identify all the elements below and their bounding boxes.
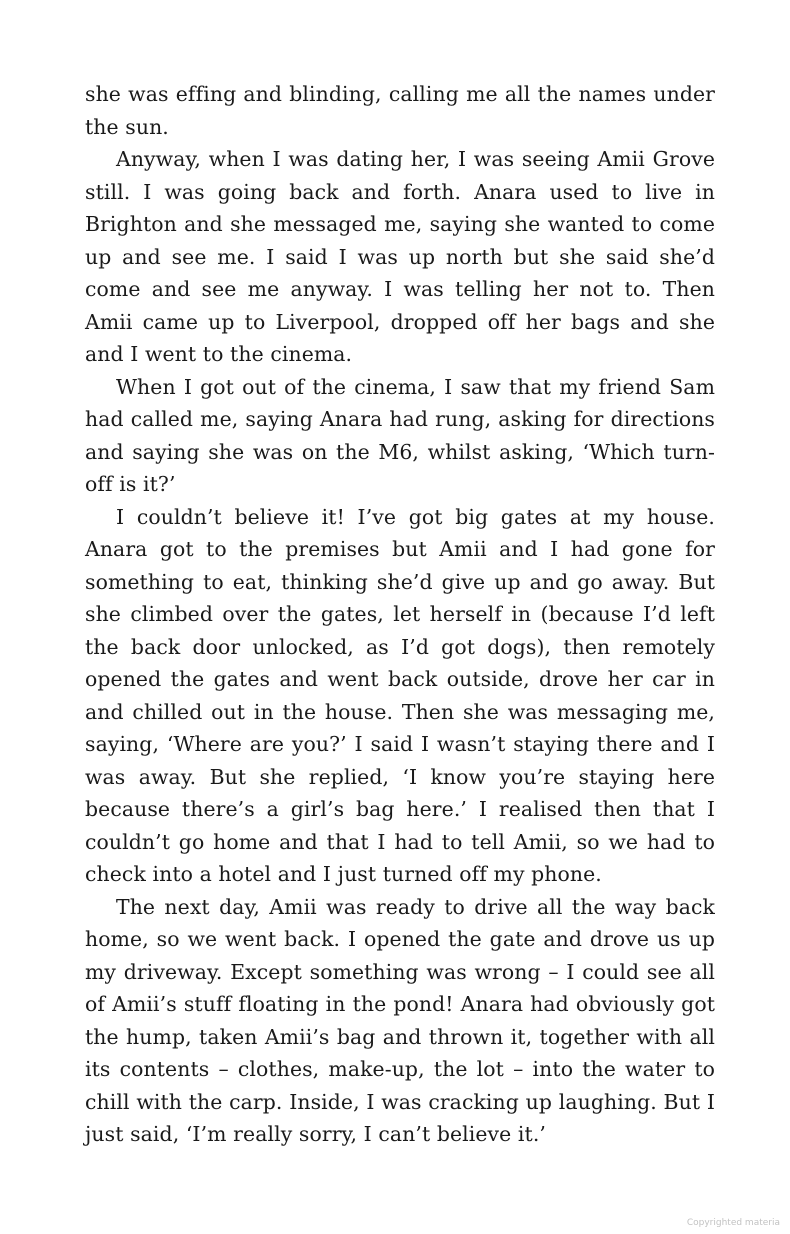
paragraph-cinema-call: When I got out of the cinema, I saw that my friend Sam had called me, saying Anara had rung, asking for directions and saying she was on the M6, whilst asking, ‘Which turn-off is it?’ bbox=[85, 374, 715, 496]
book-page-body bbox=[85, 78, 715, 1151]
paragraph-pond: The next day, Amii was ready to drive all the way back home, so we went back. I opened the gate and drove us up my driveway. Except something was wrong – I could see all of Amii’s stuff floating in the pond! Anara had obviously got the hump, taken Amii’s bag and thrown it, together with all its contents – clothes, make-up, the lot – into the water to chill with the carp. Inside, I was cracking up laughing. But I just said, ‘I’m really sorry, I can’t believe it.’ bbox=[85, 894, 715, 1146]
paragraph-gates: I couldn’t believe it! I’ve got big gates at my house. Anara got to the premises but Amii and I had gone for something to eat, thinking she’d give up and go away. But she climbed over the gates, let herself in (because I’d left the back door unlocked, as I’d got dogs), then remotely opened the gates and went back outside, drove her car in and chilled out in the house. Then she was messaging me, saying, ‘Where are you?’ I said I wasn’t staying there and I was away. But she replied, ‘I know you’re staying here because there’s a girl’s bag here.’ I realised then that I couldn’t go home and that I had to tell Amii, so we had to check into a hotel and I just turned off my phone. bbox=[85, 504, 715, 886]
paragraph-continuation: she was effing and blinding, calling me all the names under the sun. bbox=[85, 82, 715, 139]
copyright-watermark: Copyrighted materia bbox=[686, 1218, 780, 1228]
paragraph-dating-amii: Anyway, when I was dating her, I was seeing Amii Grove still. I was going back and forth. Anara used to live in Brighton and she messaged me, saying she wanted to come up and see me. I said I was up north but she said she’d come and see me anyway. I was telling her not to. Then Amii came up to Liverpool, dropped off her bags and she and I went to the cinema. bbox=[85, 147, 715, 366]
